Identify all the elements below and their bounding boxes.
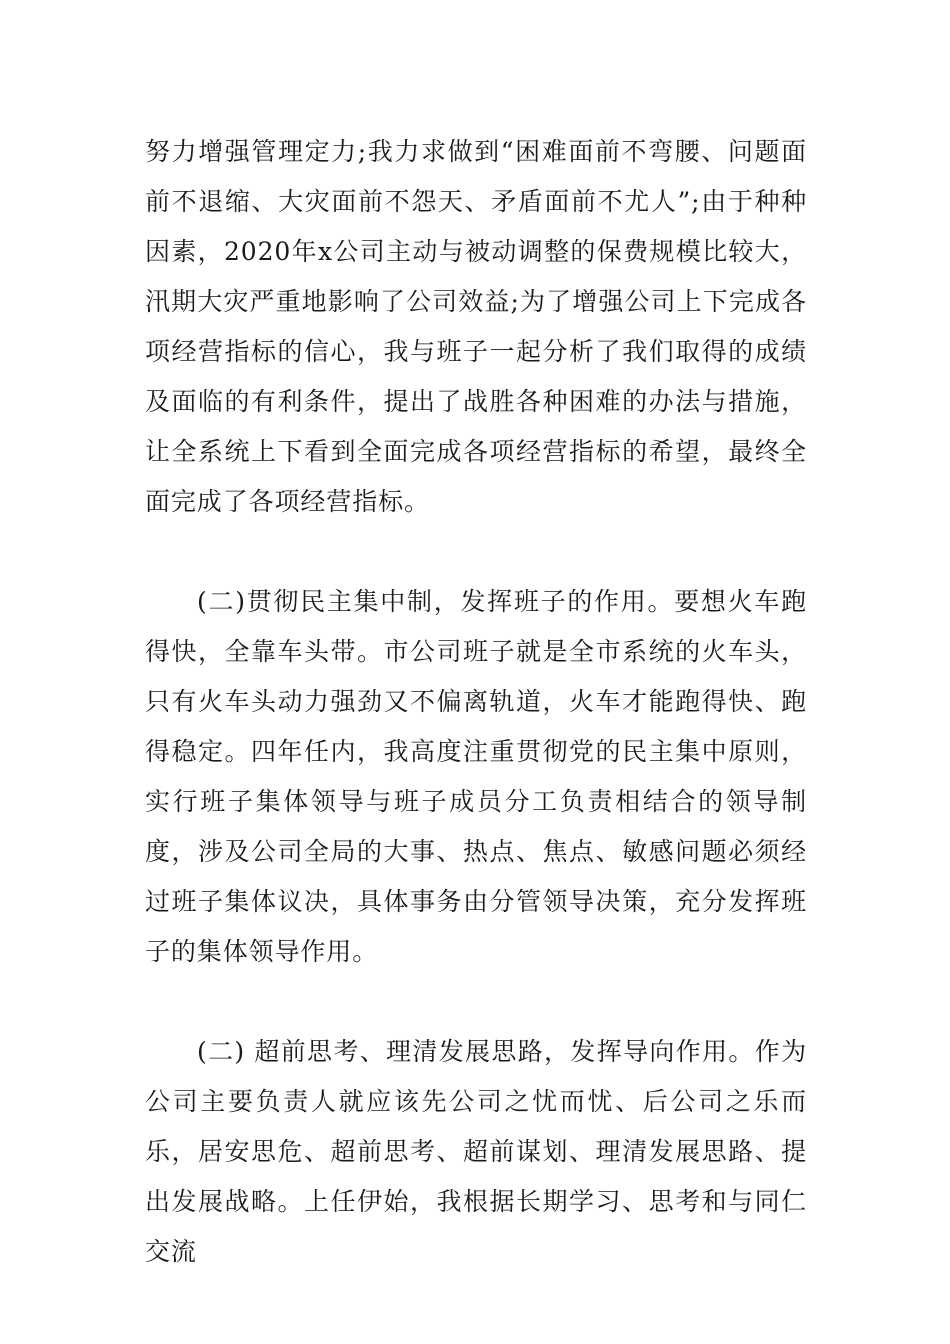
paragraph-spacer bbox=[145, 527, 807, 577]
paragraph-forward-thinking: (二) 超前思考、理清发展思路，发挥导向作用。作为公司主要负责人就应该先公司之忧而忧、后公司之乐而乐，居安思危、超前思考、超前谋划、理清发展思路、提出发展战略。上任伊始，我根据长期学习、思考和与同仁交流 bbox=[145, 1037, 807, 1266]
paragraph-spacer bbox=[145, 977, 807, 1027]
document-body bbox=[145, 127, 807, 1277]
paragraph-continued: 努力增强管理定力;我力求做到“困难面前不弯腰、问题面前不退缩、大灾面前不怨天、矛盾面前不尤人”;由于种种因素，2020年x公司主动与被动调整的保费规模比较大，汛期大灾严重地影响了公司效益;为了增强公司上下完成各项经营指标的信心，我与班子一起分析了我们取得的成绩及面临的有利条件，提出了战胜各种困难的办法与措施，让全系统上下看到全面完成各项经营指标的希望，最终全面完成了各项经营指标。 bbox=[145, 137, 807, 516]
paragraph-democratic-centralism: (二)贯彻民主集中制，发挥班子的作用。要想火车跑得快，全靠车头带。市公司班子就是全市系统的火车头，只有火车头动力强劲又不偏离轨道，火车才能跑得快、跑得稳定。四年任内，我高度注重贯彻党的民主集中原则，实行班子集体领导与班子成员分工负责相结合的领导制度，涉及公司全局的大事、热点、焦点、敏感问题必须经过班子集体议决，具体事务由分管领导决策，充分发挥班子的集体领导作用。 bbox=[145, 587, 807, 966]
